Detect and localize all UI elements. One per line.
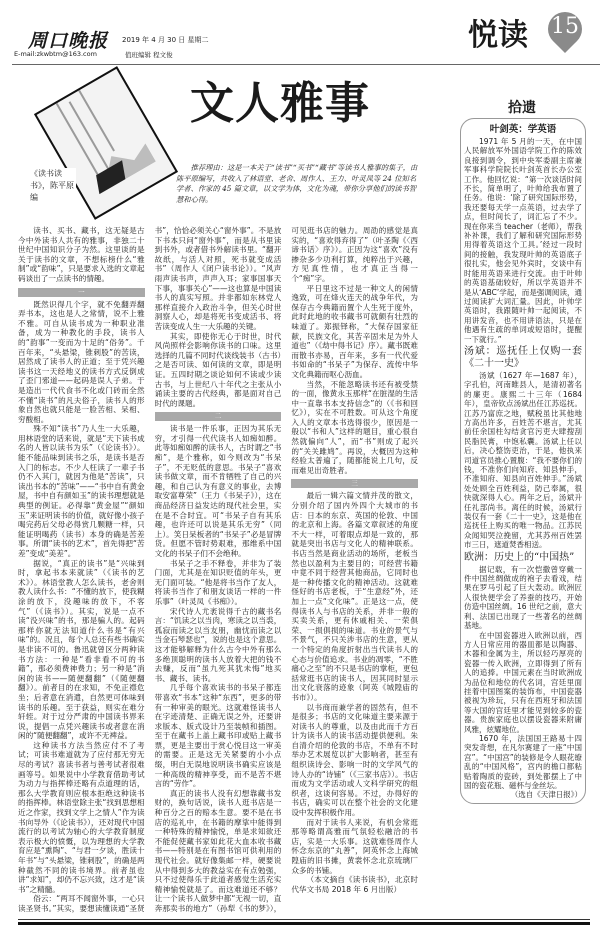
newspaper-logo: 周口晚报 bbox=[28, 30, 109, 52]
sidebar-box bbox=[460, 118, 586, 804]
article-main bbox=[18, 226, 418, 925]
paragraph: 其实，即使你无心于时世，时代风尚照样会影响你读书的口味。这里选择的几篇不同时代谈线装书（古书）之是否可读、如何读的文章，即是明证。五四时期之谈论如何不读或少读古书，与上世纪八十年代之主张从小诵读主要的古代经典，都是面对自己时代的课题。 bbox=[154, 331, 282, 408]
contact-email: E-mail:zkwbtm@163.com bbox=[14, 50, 97, 58]
paragraph: 读书是一件乐事，正因为其乐无穷，才引得一代代读书人如痴如醉。此等如痴如醉的读书人，古时谓之“书痴”，是个雅称，如今则改为“书呆子”，不无贬低的意思。书呆子“喜欢读书做文章，而不肯牺牲了自己的兴趣，和自己认为有意义的事业，去博取安富尊荣”（王力《书呆子》），这在商品经济日益发达的现代社会里，实在是不合时宜。可“书呆子自有其乐趣，也许还可以说是其乐无穷”（同上）。笑日呆板者的“书呆子”必是冒牌货。但愿不管时势艰难，那维系中国文化的书呆子们不会绝种。 bbox=[154, 424, 282, 558]
paragraph: 既然识得几个字，就不免翻弄翻弄书本，这也是人之常情，说不上雅不雅。可自从读书成为一种职业准备，成为一种教化的手段，读书人的“韵事”一变而为十足的“俗务”。千百年来，“头悬梁，锥刺股”的苦读，居然成了读书人的正道；至于凭兴趣读书这一天经地义的读书方式反倒成了歪门邪道——起码是误人子弟。于是造出一代代食书不化或门砖而全然不懂“读书”的凡夫俗子，读书人的形象自然也就只能是一脸苦相、呆相、穷酸相。 bbox=[18, 299, 145, 424]
section-divider: 三 bbox=[291, 479, 418, 488]
paragraph: 以书商而兼学者的固然有，但不是很多；书店的文化味道主要来源于对读书人的尊重，以及由此而千方百计为读书人的读书活动提供便利。朱自清介绍的伦敦的书店，不单有不时举办艺术展览以扩大影响者，甚至有组织读诗会、影响一时的文学风气的诗人办的“诗铺”（《三家书店》）。书店而成为文学活动或人文科学研究的组织者，这谈何容易。不过，办得好的书店，确实可以在整个社会的文化建设中发挥积极作用。 bbox=[291, 702, 418, 818]
story-paragraph: 1971 年 5 月的一天，在中国人民解放军外国语学院工作的陈效良接到调令，到中央军委副主席兼军事科学院院长叶剑英首长办公室工作。他回忆说：“第一次谈话时间不长，简单明了，叶帅给我布置了任务。他说：‘除了研究国际形势，我还要每天学一点英语，过去学了点，但时间长了，词汇忘了不少。现在你来当 teacher（老师），帮我补补课，我们了解和研究国际形势用得着英语这个工具。’经过一段时间的接触，我发现叶帅的英语底子很扎实，他会见外宾时，交谈中有时能用英语来进行交流。由于叶帅的英语基础较好，所以学英语并不是从‘ABC’学起，而是强调阅读，通过阅读扩大词汇量。因此，叶帅学英语时，我跟随叶帅一起阅读，不用讲发音，也不用讲语法，只是在他遇有生疏的单词或短语时，提醒一下就行。” bbox=[464, 137, 582, 344]
header-rule bbox=[12, 64, 600, 65]
story-paragraph: 1670 年，法国国王路易十四突发奇想，在凡尔赛建了一座“中国宫”。“中国宫”的装修是令人眼花缭乱的“中国风格”，宫内的檐口都粘贴着陶质的瓷砖，到处都摆上了中国的瓷花瓶、磁杯与金丝坛。 bbox=[464, 733, 582, 790]
paragraph: 平日里这不过是一种文人的闲情逸致，可在烽火连天的战争年代，为保存古今典籍而置个人生死于度外，此时此地的收书藏书可就颇有壮烈的味道了。郑振铎称，“大保存国家征献，民族文化，其苦辛固未足为外人道也”（《劫中得书记》序）。藏书既难而散书亦易，百年来，多有一代代爱书如命的“书呆子”为保存、流传中华文化典籍而呕心沥血。 bbox=[291, 283, 418, 379]
paragraph: 最后一辑六篇文情并茂的散文，分别介绍了国内外四个大城市的书店：日本的东京、英国的伦敦、中国的北京和上海。各篇文章叙述的角度不大一样，可着眼点却是一致的，那就是突出书店与文化人的精神联系。书店当然是商业活动的场所，老板当然也以盈利为主要目的；可经营书籍中竟不同于经营其他商品，它同时也是一种传播文化的精神活动。这就难怪好的书店老板，于“生意经”外，还加上一点“文化味”。正是这一点，使得读书人与书店的关系，并非一般的买卖关系，更有休戚相关、一荣俱荣、一损俱损的味道。书业的景气与不景气，不只关涉书店的生意，更从一个特定的角度折射出当代读书人的心态与价值追求。书业的凋零，“不胜痛心之至”的不只是书店的掌柜，更包括常逛书店的读书人，因其同时显示出文化衰落的迹象（阿英《城隍庙的书市》）。 bbox=[291, 491, 418, 702]
paragraph: 据说，“真正的读书”是“兴味到时，拿起书本来就读”（《读书的艺术》）。林语堂教人怎么读书，老舍则教人读什么书：“不懂的放下，使我糊涂的放下，没趣味的放下，不客气”（《读书》）。其实，说是一点不读“没兴味”的书，那是骗人的。起码那样你就无法知道什么书是“有兴味”的。况且，每个人总还有些书确实是非读不可的。鲁迅就曾区分两种读书方法：一种是“看非看不可的书籍”，那必须费神费力；另一种是“消闲的读书——随便翻翻”（《随便翻翻》）。前者目的在求知，不免正襟危坐；后者意在消遣，自然更可体味到读书的乐趣。至于获益，则实在难分轩轾。对于过分严肃的中国读书界来说，提倡一点凭兴趣读书或者意在消闲的“随便翻翻”，或许不无裨益。 bbox=[18, 558, 145, 741]
section-divider: 一 bbox=[18, 288, 145, 297]
article-body bbox=[18, 226, 418, 914]
paragraph: 书呆子之手不释卷，并非为了装门面，尤其是在知识贬值的年头，更无门面可装。“他是将书当作了友人，将读书当作了和朋友谈话一样的一件乐事”（叶灵凤《书痴》）。 bbox=[154, 558, 282, 606]
paragraph: 俗云：“两耳不闻窗外事，一心只读圣贤书。”其实，要想读懂读通“圣贤书”，恰恰必须关心“窗外事”。不是放下书本只问“窗外事”，而是从书里读到书外，或者借书外解读书里。“翻开故纸，与活人对照，死书就变成活书”（周作人《闭户读书论》）。“风声雨声读书声，声声入耳；家事国事天下事，事事关心”——这也算是中国读书人的真实写照。并非都如东林党人那样直接介入政治斗争，但关心时世洞察人心，却是将死书变成活书、将苦读变成人生一大乐趣的关键。 bbox=[18, 226, 282, 913]
story-paragraph: 汤斌（1627 年—1687 年），字孔伯，河南睢县人，是清初著名的廉吏。康熙二十三年（1684 年），皇帝钦点汤斌出任江苏巡抚。江苏乃富庶之地，赋税虽比其他地方高出许多，百姓苦不堪言，尤其前任余国柱勾结贪官污吏大肆搜刮民脂民膏，中饱私囊。汤斌上任以后，决心整饬吏治，于是，他执来司道官员推心置腹：“我不要你们的钱，不准你们向知府、知县伸手，不准知府、知县向百姓伸手。”汤斌处处顾全百姓利益，防己奉属，很快就深得人心。两年之后，汤斌升任礼部尚书。离任的时候，汤斌行装仅有一套《二十一史》，这是他在巡抚任上购买的唯一物品。江苏民众闻知哭泣挽留，尤其苏州百姓罢市三日，遮道焚香相送。 bbox=[464, 370, 582, 550]
paragraph: 而对于读书人来说，有机会常逛那等略谓高雅而气氛轻松融洽的书店，实是一大乐事。这就难怪周作人怀念东京的“丸善”，阿英怀念上海城隍庙的旧书摊，黄裳怀念北京琉璃厂众多的书铺。 bbox=[291, 817, 418, 875]
story-title: 叶剑英：学英语 bbox=[489, 124, 557, 135]
paragraph: 这种读书方法当然应付不了考试；可读书难道就为了应付那无穷无尽的考试？喜读书者与善考试者很难画等号。如果说中小学教育借助考试为动力与指挥棒还略有点道理的话，那么大学教育则应根本拒绝这种读书的指挥棒。林语堂除主张“找到思想相近之作家，找到文学上之情人”作为读书向导外（《论读书》），还对现代中国流行的以考试为轴心的大学教育制度表示极大的愤慨，以为理想的大学教育应是“熏陶”、“与君一夕谈，胜读十年书”与“头悬梁，锥刺股”，的确是两种截然不同的读书境界。前者虽也讲“求知”，却仍不忘兴致，这才是“读书”之精髓。 bbox=[18, 740, 145, 894]
paragraph: 宋代诗人尤袤说得千古的藏书名言：“饥读之以当肉，寒读之以当裘，孤寂而读之以当友朋，幽忧而读之以当金石琴瑟也”，说的也是这个意思。这才能够解释为什么古今中外有那么多绝顶聪明的读书人放着大把的钱不去赚，反而“虽九死其犹未悔”地买书、藏书、读书。 bbox=[154, 606, 282, 683]
sidebar-heading: 拾遗 bbox=[508, 100, 536, 116]
cover-caption: 《读书读书》，陈平原编 bbox=[30, 169, 74, 202]
section-divider: 二 bbox=[155, 412, 282, 421]
paragraph: 几乎每个喜欢读书的书呆子都连带喜欢“书本”这种“东西”，更多的带有一种审美的眼光。这就难怪读书人在字迹清楚、正确无误之外，还要讲求版本、版式设计乃至装帧和插图。至于在藏书上盖上藏书印或贴上藏书票，更是主要出于赏心悦目这一审美的需要。正是这无关紧要的小小点缀，明白无误地说明读书确实应该是一种高级的精神享受，而不是苦不堪言的“劳作”。 bbox=[154, 683, 282, 789]
paragraph: 真正的读书人没有幻想靠藏书发财的，换句话说，读书人逛书店是一种百分之百的赔本生意。要不是在书店的巡礼中，在书籍的摩挲中能得到一种特殊的精神愉悦，单是求知欲还不能促使藏书家如此花大血本收书藏书——特别是在有图书馆可供利用的现代社会。就好像集邮一样，硬要说从中得到多大的教益实在有点勉强，只不过使得乐于此道者感觉生活充实精神愉悦就是了。而这难道还不够？让一个读书人做梦中都“无视一切，直奔那卖书的地方”（孙犁《书的梦》），可见逛书店的魅力。周劭的感觉是真实的，“喜欢得弃得了”（叶圣陶《〈西谛书话〉序》）。正因为这“喜欢”没有掺杂多少功利打算，纯粹出于兴趣，方见真性情，也才真正当得一个“痴”字。 bbox=[154, 226, 418, 913]
footer-rule bbox=[18, 919, 590, 920]
footer-rules bbox=[18, 919, 590, 925]
article-title: 文人雅事 bbox=[190, 78, 370, 129]
section-name: 悦读 bbox=[468, 18, 528, 53]
paragraph: 当然，不能忽略读书还有被受禁的一面，像黄永玉那样“在脏湿的生活中一直靠书本支持信念”的（《书和回忆》），实在不可胜数。可从这个角度入人的文章本书选得很少，原因是一般以“书和人”这样的题目，重心很自然就偏向“人”，而“书”则成了起兴的“关关雎鸠”。再说，大概因为这种经验太普遍了，随都能说上几句，反而难见出奇胜者。 bbox=[291, 379, 418, 475]
story-source: （选自《天津日报》） bbox=[510, 790, 582, 800]
story-paragraph: 据记载，有一次恺撒曾穿戴一件中国丝绸做成的袍子去看戏，结果在罗马引起了巨大轰动。欧洲匠人很快便学会了养蚕的技巧，开始仿造中国丝绸。16 世纪之前，意大利、法国已出现了一些著名的丝绸基地。 bbox=[464, 564, 582, 631]
story-title: 欧洲：历史上的“中国热” bbox=[464, 551, 575, 563]
issue-date: 2019 年 4 月 30 日 星期二 bbox=[122, 36, 209, 44]
story-title: 汤斌：巡抚任上仅购一套《二十一史》 bbox=[464, 345, 582, 369]
recommendation-intro: 推荐理由：这是一本关于“读书”“买书”“藏书”等读书人雅事的集子，由陈平原编写，共收入了林语堂、老舍、周作人、王力、叶灵凤等 24 位知名学者、作家的 45 篇文章，以文学为体，文化为魂，带你分享他们的读书智慧和心得。 bbox=[176, 163, 418, 204]
paragraph: 殊不知“读书”乃人生一大乐趣，用林语堂的话来说，就是“天下读书成名的人皆以读书为乐”（《论读书》）。能不能品味到读书之乐，是读书是否入门的标志。不少人枉读了一辈子书仍不入其门，就因为他是“苦读”，只读出书本的“苦味”——“书中自有黄金屋，书中自有颜如玉”的读书理想就是典型的例证。必得靠“黄金屋”“颜如玉”来证明读书的价值，就好像小孩子喝完药后父母必得赏几颗糖一样，只能证明喝药（读书）本身的确是苦差事。所谓“读书的艺术”，首先得把“苦差”变成“美差”。 bbox=[18, 424, 145, 558]
story-paragraph: 在中国瓷器进入欧洲以前，西方人日常应用的器皿都是以陶器、木器和金属为主，所以轻巧厚亮的瓷器一传入欧洲，立即得到了所有人的追捧。中国元素在当时欧洲成为品位和地位的代名词，宫廷里面挂着中国图案的装饰布，中国瓷器被视为珍玩，只有在西班牙和法国等大国的宫廷里才能见到较多的瓷器。贵族家庭也以摆设瓷器来附庸风雅，炫耀地位。 bbox=[464, 630, 582, 734]
lead-paragraph: 读书、买书、藏书，这无疑是古今中外读书人共有的雅事，非独二十世纪中国知识分子为然。这里谈的是关于读书的文章，不想标榜什么“雅制”或“韵味”，只是要求入选的文章起码谈出了一点读书的情趣。 bbox=[18, 226, 145, 283]
article-source: （本文摘自《读书读书》，北京时代华文书局 2018 年 6 月出版） bbox=[291, 875, 418, 894]
duty-editor: 值班编辑 程文俊 bbox=[125, 51, 173, 59]
page-number: 15 bbox=[551, 14, 579, 39]
footer-rule-thick bbox=[18, 922, 590, 925]
